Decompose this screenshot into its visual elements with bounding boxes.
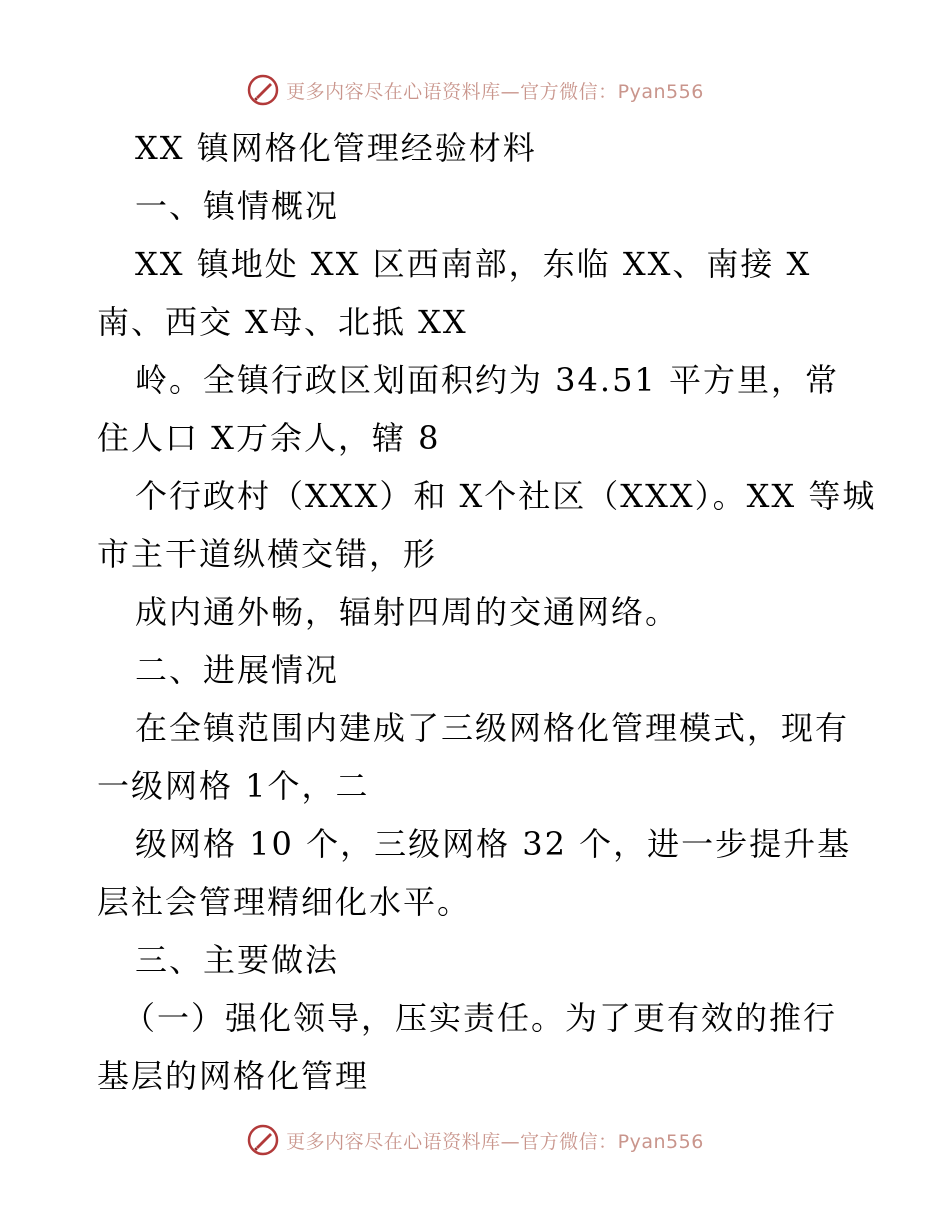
section-heading-practices: 三、主要做法 <box>135 941 340 979</box>
footer-banner-text: 更多内容尽在心语资料库—官方微信：Pyan556 <box>286 1130 704 1153</box>
paragraph-line: 基层的网格化管理 <box>97 1057 370 1095</box>
paragraph-line: 市主干道纵横交错，形 <box>97 535 438 573</box>
paragraph-line: 层社会管理精细化水平。 <box>97 883 472 921</box>
section-heading-overview: 一、镇情概况 <box>135 187 340 225</box>
paragraph-line: 级网格 10 个，三级网格 32 个，进一步提升基 <box>135 825 852 863</box>
section-heading-progress: 二、进展情况 <box>135 651 340 689</box>
paragraph-line: 一级网格 1个，二 <box>97 767 370 805</box>
paragraph-line: 岭。全镇行政区划面积约为 34.51 平方里，常 <box>135 361 839 399</box>
paragraph-line: 在全镇范围内建成了三级网格化管理模式，现有 <box>135 709 850 747</box>
document-title: XX 镇网格化管理经验材料 <box>135 129 537 167</box>
paragraph-line: 个行政村（XXX）和 X个社区（XXX）。XX 等城 <box>135 477 877 515</box>
subsection-heading-line: （一）强化领导，压实责任。为了更有效的推行 <box>123 999 838 1037</box>
paragraph-line: 住人口 X万余人，辖 8 <box>97 419 441 457</box>
paragraph-line: 南、西交 X母、北抵 XX <box>97 303 468 341</box>
footer-banner <box>0 1120 950 1160</box>
quill-pen-logo-icon <box>246 1123 280 1157</box>
header-banner-text: 更多内容尽在心语资料库—官方微信：Pyan556 <box>286 80 704 103</box>
paragraph-line: XX 镇地处 XX 区西南部，东临 XX、南接 X <box>135 245 812 283</box>
paragraph-line: 成内通外畅，辐射四周的交通网络。 <box>135 593 680 631</box>
